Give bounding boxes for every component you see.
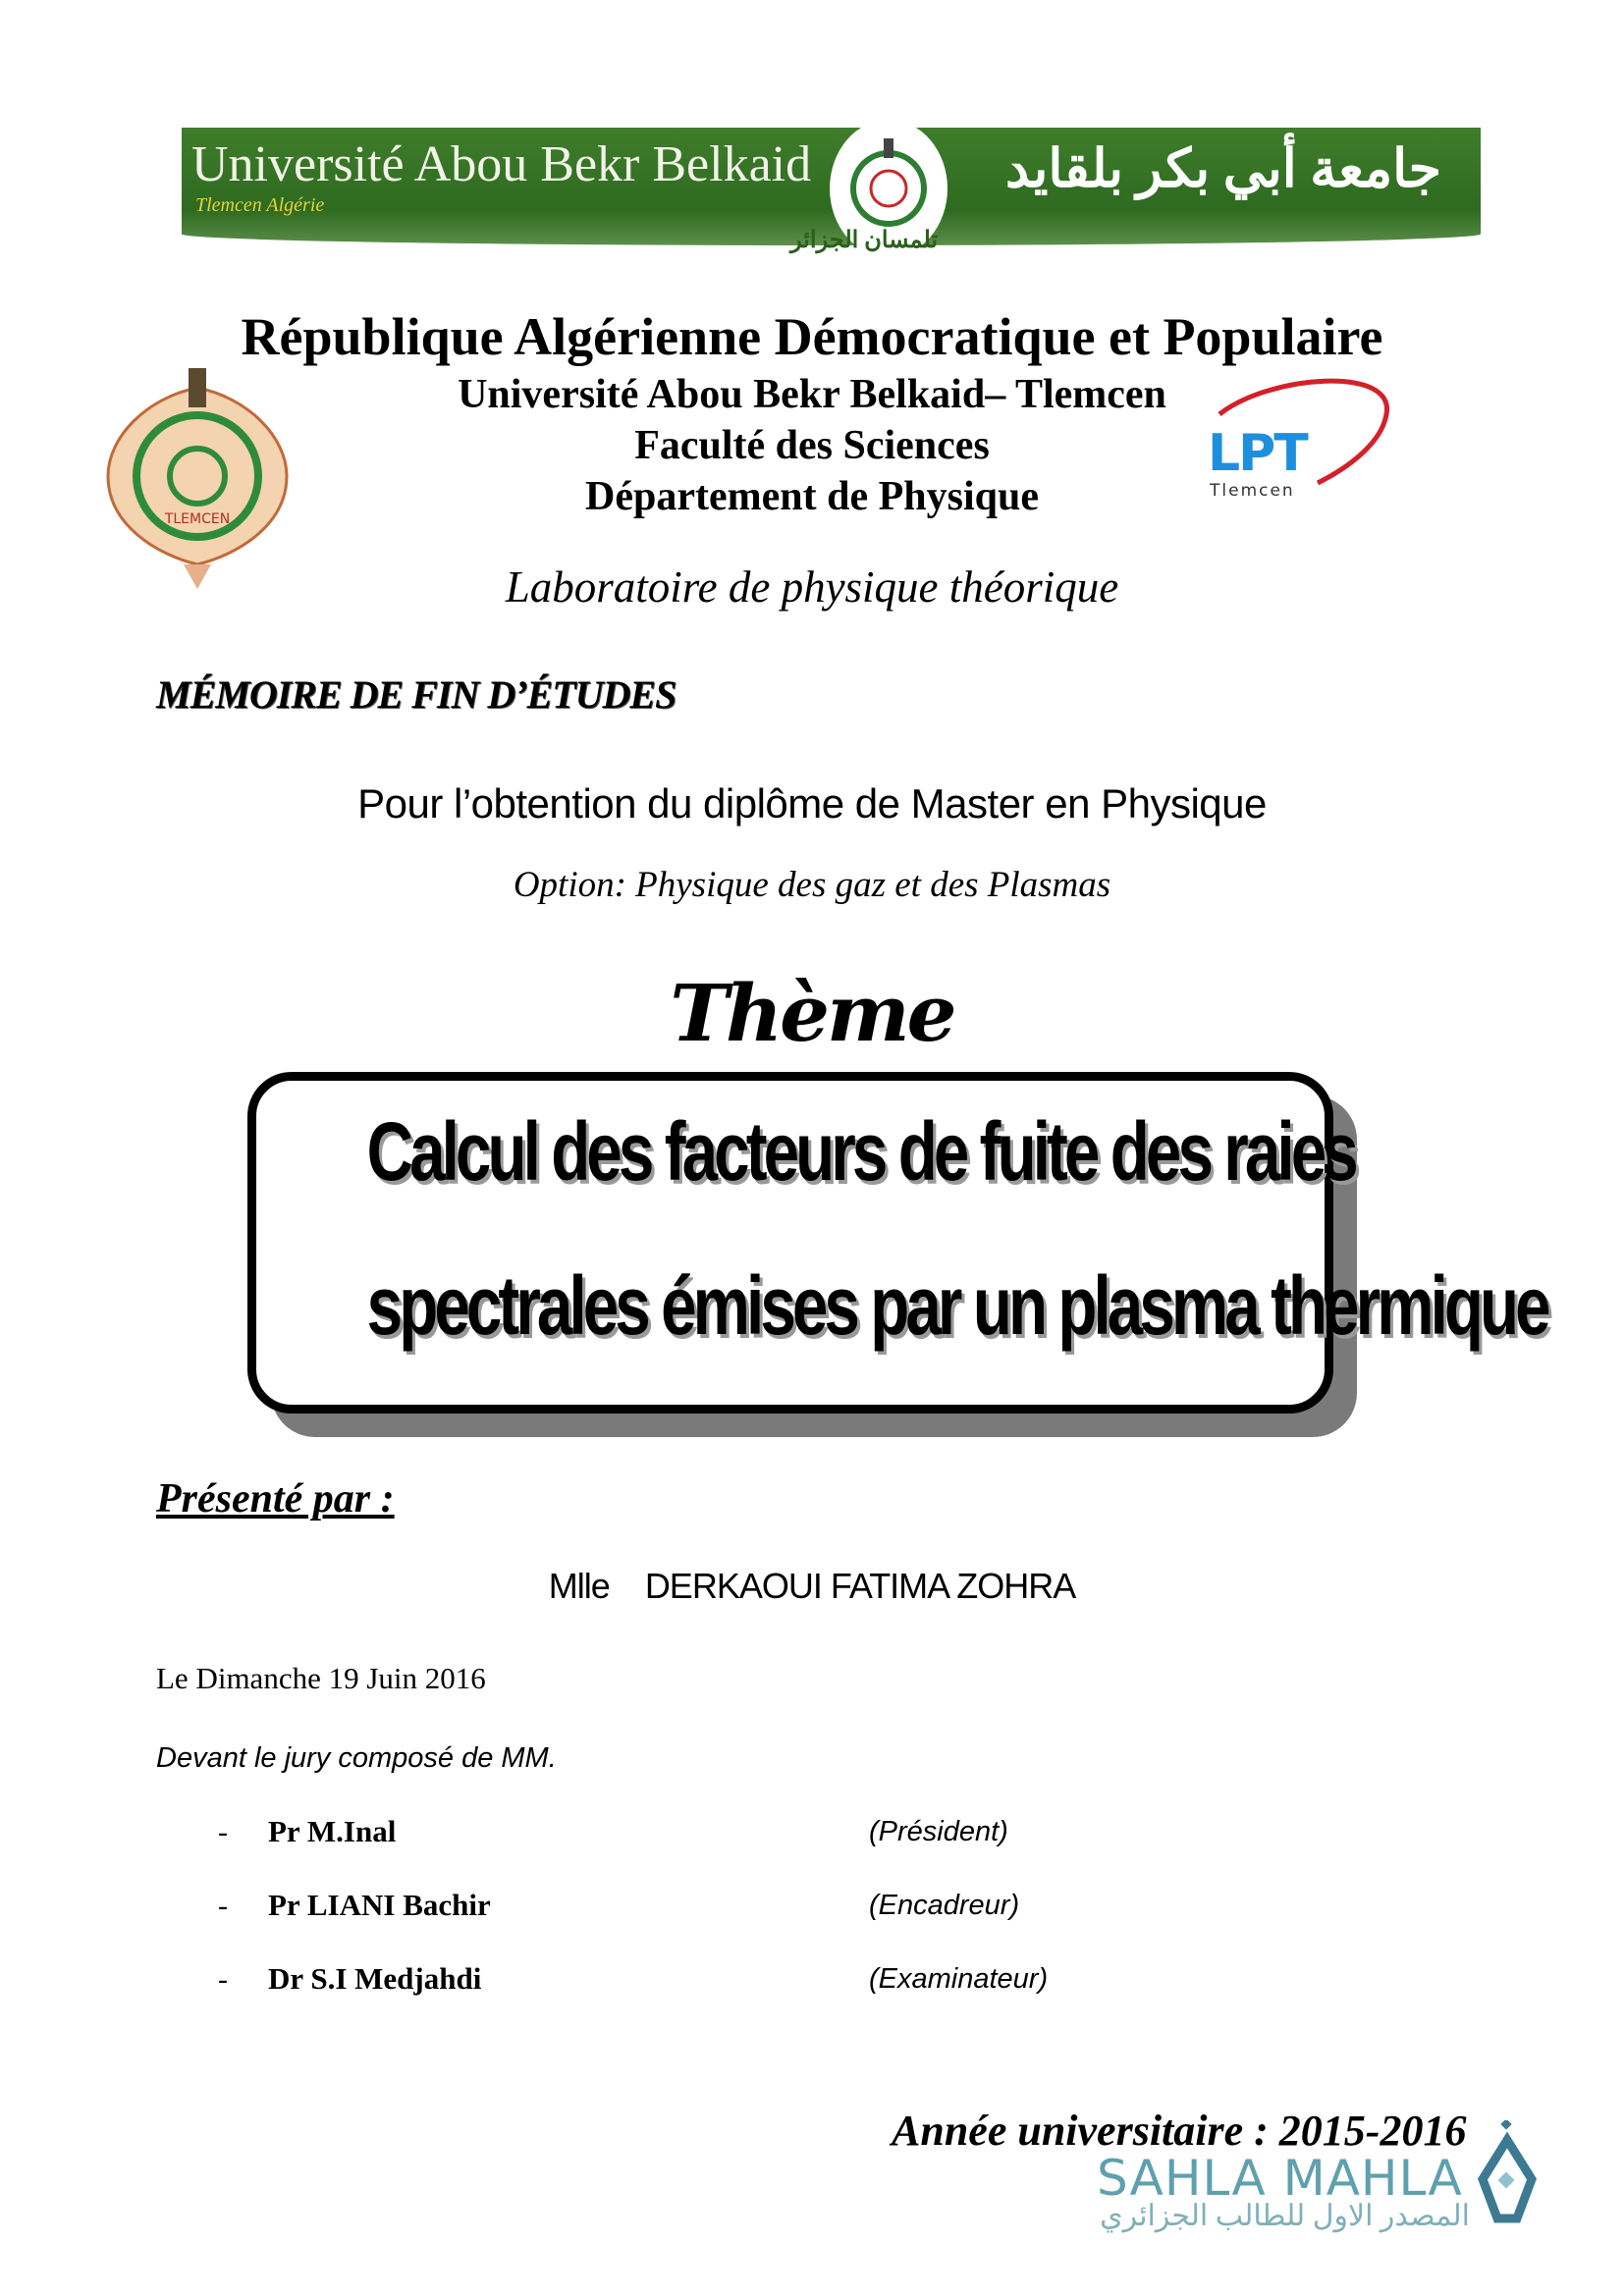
watermark-name: SAHLA MAHLA [1097, 2150, 1463, 2207]
university-line: Université Abou Bekr Belkaid– Tlemcen [458, 372, 1166, 417]
option-line: Option: Physique des gaz et des Plasmas [513, 865, 1111, 905]
university-banner [182, 128, 1481, 253]
jury-member-name: Pr M.Inal [268, 1814, 397, 1848]
jury-bullet: - [218, 1963, 228, 1996]
jury-member-name: Pr LIANI Bachir [268, 1888, 491, 1922]
lpt-logo-subtext: Tlemcen [1210, 481, 1295, 501]
jury-member-role: (Encadreur) [869, 1890, 1020, 1921]
academic-year: Année universitaire : 2015-2016 [892, 2107, 1467, 2155]
banner-name-fr: Université Abou Bekr Belkaid [191, 136, 812, 192]
theme-label: Thème [670, 967, 954, 1059]
jury-intro: Devant le jury composé de MM. [156, 1742, 557, 1774]
banner-name-ar: جامعة أبي بكر بلقايد [1005, 139, 1441, 198]
lpt-logo-text: LPT [1208, 424, 1307, 483]
presented-by-label: Présenté par : [156, 1476, 395, 1522]
presenter-name: DERKAOUI FATIMA ZOHRA [644, 1566, 1076, 1606]
presenter-title: Mlle [548, 1566, 610, 1606]
laboratory-name: Laboratoire de physique théorique [505, 562, 1119, 612]
seal-text: TLEMCEN [164, 511, 231, 527]
jury-bullet: - [218, 1816, 228, 1848]
thesis-title-line-1: Calcul des facteurs de fuite des raies [366, 1105, 1355, 1198]
defense-date: Le Dimanche 19 Juin 2016 [156, 1661, 486, 1695]
faculty-line: Faculté des Sciences [634, 423, 990, 468]
presenter [0, 1566, 1624, 1607]
jury-member-role: (Examinateur) [869, 1963, 1049, 1995]
department-line: Département de Physique [585, 474, 1039, 519]
diploma-purpose: Pour l’obtention du diplôme de Master en Physique [357, 780, 1267, 827]
watermark-logo-icon [1473, 2120, 1542, 2228]
thesis-title-line-2: spectrales émises par un plasma thermique [366, 1259, 1547, 1352]
lpt-logo [1200, 375, 1396, 503]
watermark-tagline: المصدر الاول للطالب الجزائري [1100, 2200, 1470, 2232]
jury-member-role: (Président) [869, 1816, 1008, 1847]
republic-heading: République Algérienne Démocratique et Populaire [241, 307, 1383, 366]
banner-location-fr: Tlemcen Algérie [195, 194, 325, 216]
memoire-label: MÉMOIRE DE FIN D’ÉTUDES [156, 672, 677, 717]
jury-bullet: - [218, 1890, 228, 1922]
jury-member-name: Dr S.I Medjahdi [268, 1961, 482, 1996]
banner-location-ar: تلمسان الجزائر [790, 228, 939, 253]
